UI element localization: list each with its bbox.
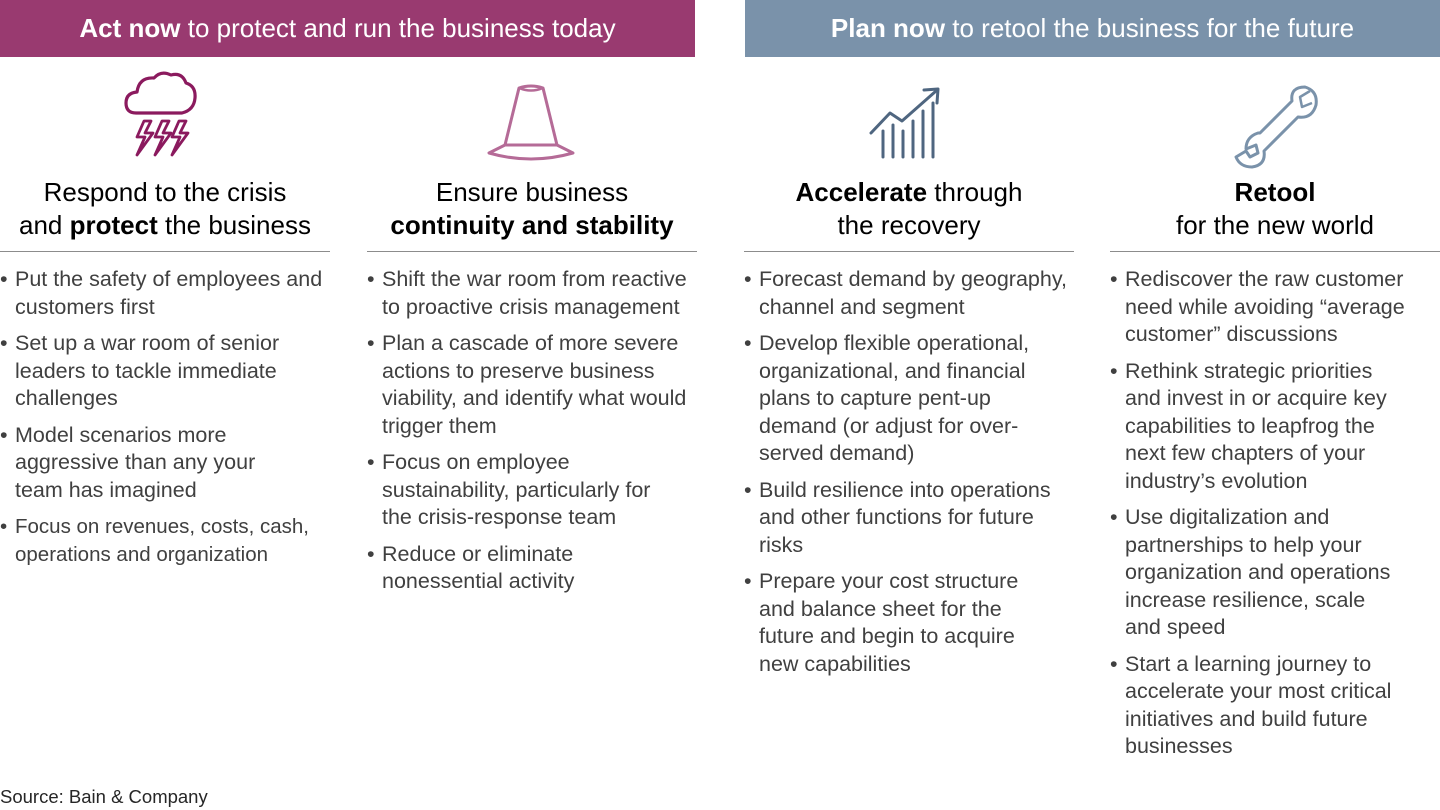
column-heading (0, 176, 330, 242)
bullet-list (367, 266, 697, 605)
column-heading (744, 176, 1074, 242)
bullet-item: • Rethink strategic priorities and invest in or acquire key capabilities to leapfrog the next few chapters of your industry’s evolution (1110, 358, 1440, 496)
heading-line-1: Respond to the crisis (43, 177, 287, 207)
divider (744, 251, 1074, 252)
act-now-banner (0, 0, 695, 57)
wrench-icon (1230, 81, 1322, 169)
bullet-item: • Forecast demand by geography, channel and segment (744, 266, 1074, 321)
plan-now-banner (745, 0, 1440, 57)
bullet-list (1110, 266, 1440, 770)
divider (1110, 251, 1440, 252)
growth-chart-icon (868, 85, 944, 161)
heading-line-1: Ensure business (435, 177, 629, 207)
storm-cloud-icon (124, 69, 198, 161)
bullet-item: • Start a learning journey to accelerate your most critical initiatives and build future businesses (1110, 651, 1440, 761)
bullet-item: • Plan a cascade of more severe actions to preserve business viability, and identify what would trigger them (367, 330, 697, 440)
source-note: Source: Bain & Company (0, 786, 208, 807)
bullet-item: • Set up a war room of senior leaders to tackle immediate challenges (0, 330, 330, 413)
bullet-item: • Build resilience into operations and other functions for future risks (744, 477, 1074, 560)
bullet-item: • Reduce or eliminate nonessential activity (367, 541, 697, 596)
bullet-list (744, 266, 1074, 687)
heading-line-2: the recovery (837, 210, 981, 240)
heading-line-1: Retool (1234, 177, 1316, 207)
column-heading (1110, 176, 1440, 242)
bullet-item: • Develop flexible operational, organizational, and financial plans to capture pent-up demand (or adjust for over- served demand) (744, 330, 1074, 468)
bullet-list (0, 266, 330, 577)
bullet-item: • Put the safety of employees and customers first (0, 266, 330, 321)
banner-bold: Plan now (830, 13, 946, 43)
bullet-item: • Prepare your cost structure and balance sheet for the future and begin to acquire new capabilities (744, 568, 1074, 678)
traffic-cone-icon (485, 83, 577, 163)
bullet-item: • Shift the war room from reactive to proactive crisis management (367, 266, 697, 321)
banner-text: to retool the business for the future (945, 13, 1355, 43)
bullet-item: • Use digitalization and partnerships to help your organization and operations increase resilience, scale and speed (1110, 504, 1440, 642)
column-heading (367, 176, 697, 242)
bullet-item: • Rediscover the raw customer need while avoiding “average customer” discussions (1110, 266, 1440, 349)
heading-line-2: for the new world (1176, 210, 1374, 240)
bullet-item: • Model scenarios more aggressive than any your team has imagined (0, 422, 330, 505)
heading-line-1: Accelerate through (795, 177, 1023, 207)
banner-bold: Act now (79, 13, 181, 43)
bullet-item: • Focus on employee sustainability, particularly for the crisis-response team (367, 449, 697, 532)
divider (0, 251, 330, 252)
heading-line-2: continuity and stability (390, 210, 674, 240)
bullet-item: • Focus on revenues, costs, cash, operations and organization (0, 513, 330, 568)
divider (367, 251, 697, 252)
heading-line-2: and protect the business (19, 210, 311, 240)
banner-text: to protect and run the business today (180, 13, 616, 43)
